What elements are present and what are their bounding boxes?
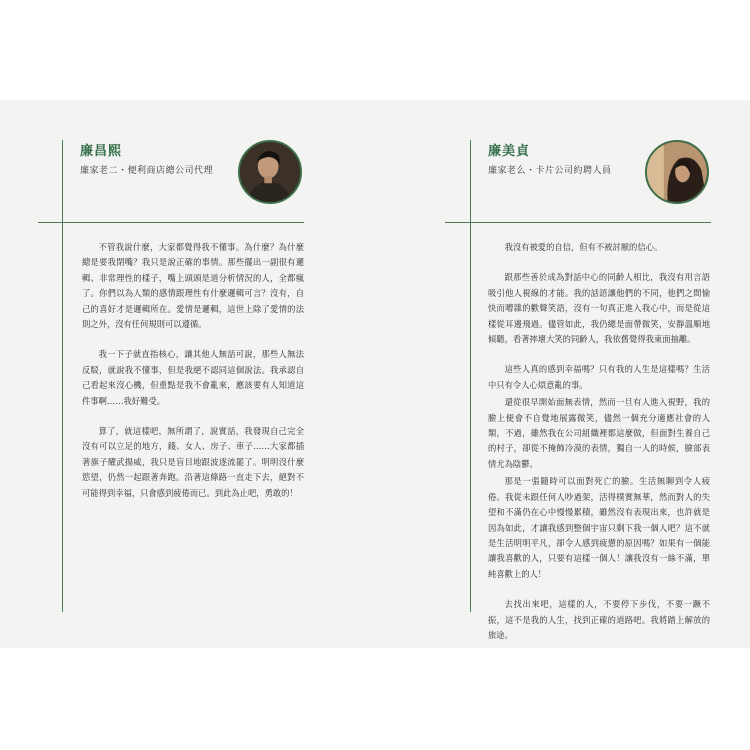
character-role: 廉家老么・卡片公司約聘人員 bbox=[488, 166, 612, 176]
horizontal-rule bbox=[445, 222, 711, 223]
paragraph: 那是一張隨時可以面對死亡的臉。生活無聊到令人疲倦。我從未跟任何人吵過架，活得樸實無華，然而對人的失望和不滿仍在心中慢慢累積，雖然沒有表現出來，也許就是因為如此，才讓我感到整個宇宙只剩下我一個人吧？這不就是生活明明平凡，卻令人感到疲憊的原因嗎？如果有一個能讓我喜歡的人，只要有這樣一個人！讓我沒有一絲不滿，單純喜歡上的人！ bbox=[488, 476, 710, 579]
character-role: 廉家老二・便利商店總公司代理 bbox=[80, 166, 214, 176]
paragraph: 跟那些善於成為對話中心的同齡人相比，我沒有用言語吸引他人視線的才能。我的話語讓他們的不同，他們之間愉快而嘈雜的歡聲笑語，沒有一句真正進入我心中，而是從這樣從耳邊飛過。儘管如此，我仍總是面帶微笑，安靜溫順地傾聽，看著摔壞大笑的同齡人，我依舊覺得我東面抽離。 bbox=[488, 272, 710, 345]
character-portrait bbox=[238, 140, 302, 204]
paragraph: 不管我說什麼，大家都覺得我不懂事。為什麼？為什麼總是要我閉嘴？我只是說正確的事情。那些擺出一副很有邏輯、非常理性的樣子，嘴上頭頭是道分析情況的人，全都瘋了。你們以為人類的感情跟理性有什麼邏輯可言？沒有，自己的喜好才是邏輯所在。愛情是邏輯，這世上除了愛情的法則之外，沒有任何規則可以遵循。 bbox=[82, 242, 304, 330]
left-page bbox=[0, 100, 375, 648]
vertical-rule bbox=[470, 140, 471, 612]
paragraph: 去找出來吧，這樣的人，不要停下步伐，不要一蹶不振，這不是我的人生，找到正確的道路吧。我將踏上解放的旅途。 bbox=[488, 599, 710, 640]
character-name: 廉美貞 bbox=[488, 144, 531, 159]
book-spread bbox=[0, 100, 750, 648]
vertical-rule bbox=[62, 140, 63, 612]
paragraph: 算了，就這樣吧，無所謂了，說實話，我發現自己完全沒有可以立足的地方，錢、女人、房子、車子……大家都插著旗子耀武揚威，我只是盲目地跟波逐流罷了。明明沒什麼慾望，仍然一起跟著奔跑。沿著這條路一直走下去，絕對不可能得到幸福，只會感到疲倦而已。到此為止吧，勇敢的！ bbox=[82, 426, 304, 498]
character-name: 廉昌熙 bbox=[80, 144, 123, 159]
right-page bbox=[375, 100, 750, 648]
character-portrait bbox=[645, 140, 709, 204]
body-text bbox=[82, 240, 304, 516]
horizontal-rule bbox=[38, 222, 304, 223]
paragraph: 我沒有被愛的自信，但有不被討厭的信心。 bbox=[504, 242, 663, 252]
paragraph: 我一下子就直指核心，讓其他人無話可說，那些人無法反駁，就說我不懂事，但是我絕不認同這個說法。我承認自己看起來沒心機，但重點是我不會亂來，應該要有人知道這件事啊……我好難受。 bbox=[82, 349, 304, 406]
paragraph: 這些人真的感到幸福嗎？只有我的人生是這樣嗎？生活中只有令人心煩意亂的事。 bbox=[488, 364, 710, 390]
paragraph: 還從很早開始面無表情，然而一旦有人進入視野，我的臉上便會不自覺地展露微笑，儘然一個充分適應社會的人類，不過，雖然我在公司組織裡都這麼做，但面對生養自己的村子，卻從不掩飾冷漠的表情，獨自一人的時候，臉部表情尤為陰鬱。 bbox=[488, 397, 710, 469]
body-text bbox=[488, 240, 710, 658]
